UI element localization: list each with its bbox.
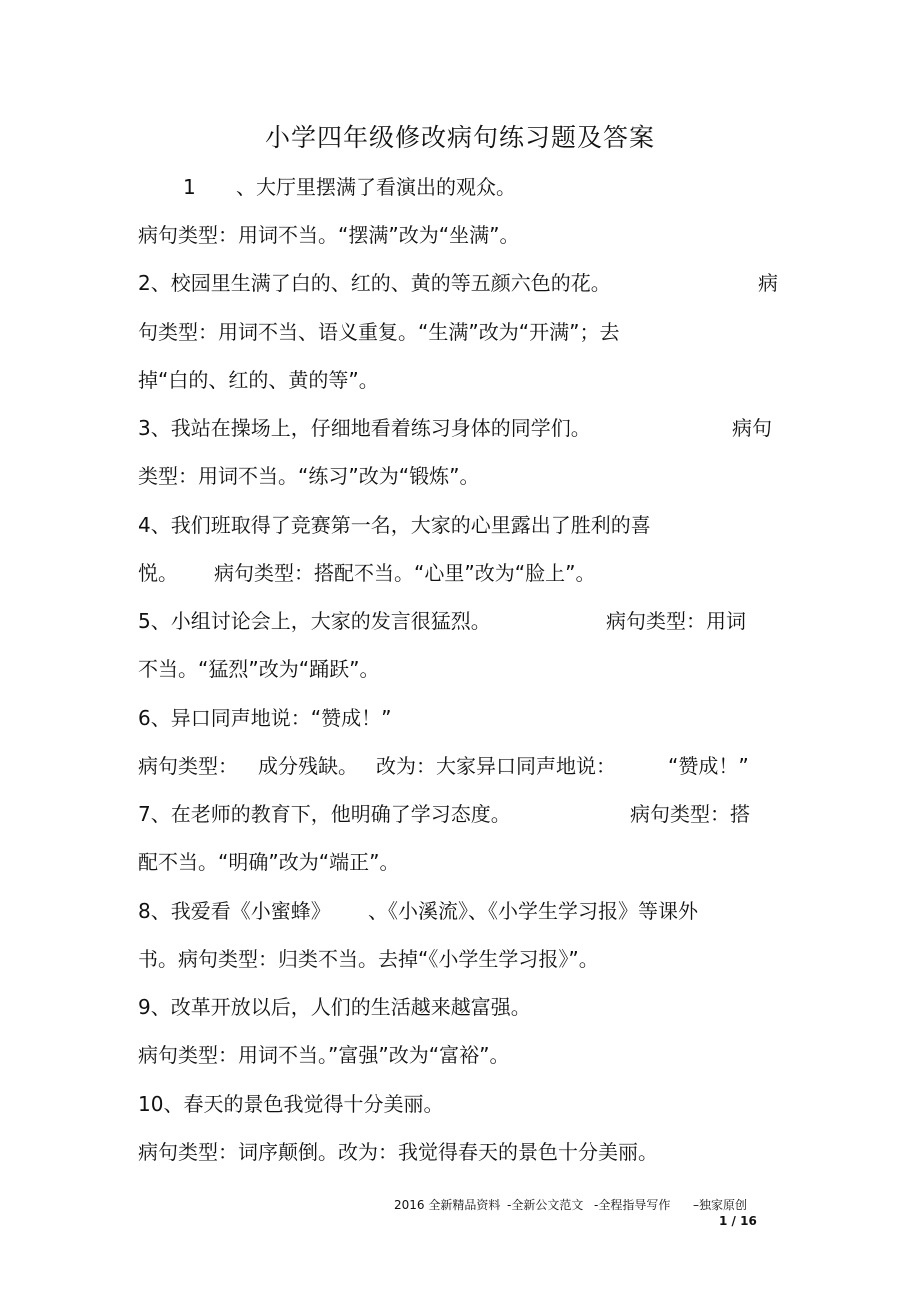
- question-1-number: 1: [183, 175, 196, 199]
- answer-1: 病句类型：用词不当。“摆满”改为“坐满”。: [138, 223, 520, 247]
- question-10: 10、春天的景色我觉得十分美丽。: [138, 1092, 444, 1116]
- answer-10: 病句类型：词序颠倒。改为：我觉得春天的景色十分美丽。: [138, 1140, 658, 1164]
- answer-9: 病句类型：用词不当。”富强”改为“富裕”。: [138, 1043, 510, 1067]
- footer-text-1: 2016 全新精品资料: [394, 1198, 501, 1212]
- answer-4: 病句类型：搭配不当。“心里”改为“脸上”。: [214, 561, 596, 585]
- question-5: 5、小组讨论会上，大家的发言很猛烈。: [138, 609, 491, 633]
- question-7: 7、在老师的教育下，他明确了学习态度。: [138, 802, 511, 826]
- footer-text-2: -全新公文范文: [507, 1198, 584, 1212]
- answer-3-end: 类型：用词不当。“练习”改为“锻炼”。: [138, 464, 480, 488]
- answer-6-type: 病句类型：: [138, 754, 238, 778]
- question-8: 8、我爱看《小蜜蜂》: [138, 899, 331, 923]
- answer-3-start: 病句: [732, 416, 772, 440]
- answer-5-start: 病句类型：用词: [606, 609, 746, 633]
- answer-2-start: 病: [758, 271, 778, 295]
- page-number: 1 / 16: [719, 1214, 757, 1228]
- answer-8: 书。病句类型：归类不当。去掉“《小学生学习报》”。: [138, 947, 599, 971]
- question-4-end: 悦。: [138, 561, 178, 585]
- document-title: 小学四年级修改病句练习题及答案: [264, 123, 655, 152]
- answer-7-start: 病句类型：搭: [630, 802, 750, 826]
- answer-6-reason: 成分残缺。: [258, 754, 358, 778]
- question-4: 4、我们班取得了竞赛第一名，大家的心里露出了胜利的喜: [138, 513, 651, 537]
- question-1-text: 、大厅里摆满了看演出的观众。: [236, 175, 516, 199]
- answer-2-cont: 句类型：用词不当、语义重复。“生满”改为“开满”；去: [138, 320, 620, 344]
- answer-5-end: 不当。“猛烈”改为“踊跃”。: [138, 657, 380, 681]
- question-6: 6、异口同声地说：“赞成！”: [138, 706, 392, 730]
- footer-text-3: -全程指导写作: [594, 1198, 671, 1212]
- answer-6-fix: 改为：大家异口同声地说：: [376, 754, 616, 778]
- answer-7-end: 配不当。“明确”改为“端正”。: [138, 850, 400, 874]
- question-3: 3、我站在操场上，仔细地看着练习身体的同学们。: [138, 416, 591, 440]
- answer-6-quote: “赞成！”: [668, 754, 749, 778]
- question-2: 2、校园里生满了白的、红的、黄的等五颜六色的花。: [138, 271, 611, 295]
- footer-text-4: –独家原创: [693, 1198, 748, 1212]
- answer-2-end: 掉“白的、红的、黄的等”。: [138, 368, 379, 392]
- question-9: 9、改革开放以后，人们的生活越来越富强。: [138, 995, 531, 1019]
- question-8-cont: 、《小溪流》、《小学生学习报》等课外: [368, 899, 698, 923]
